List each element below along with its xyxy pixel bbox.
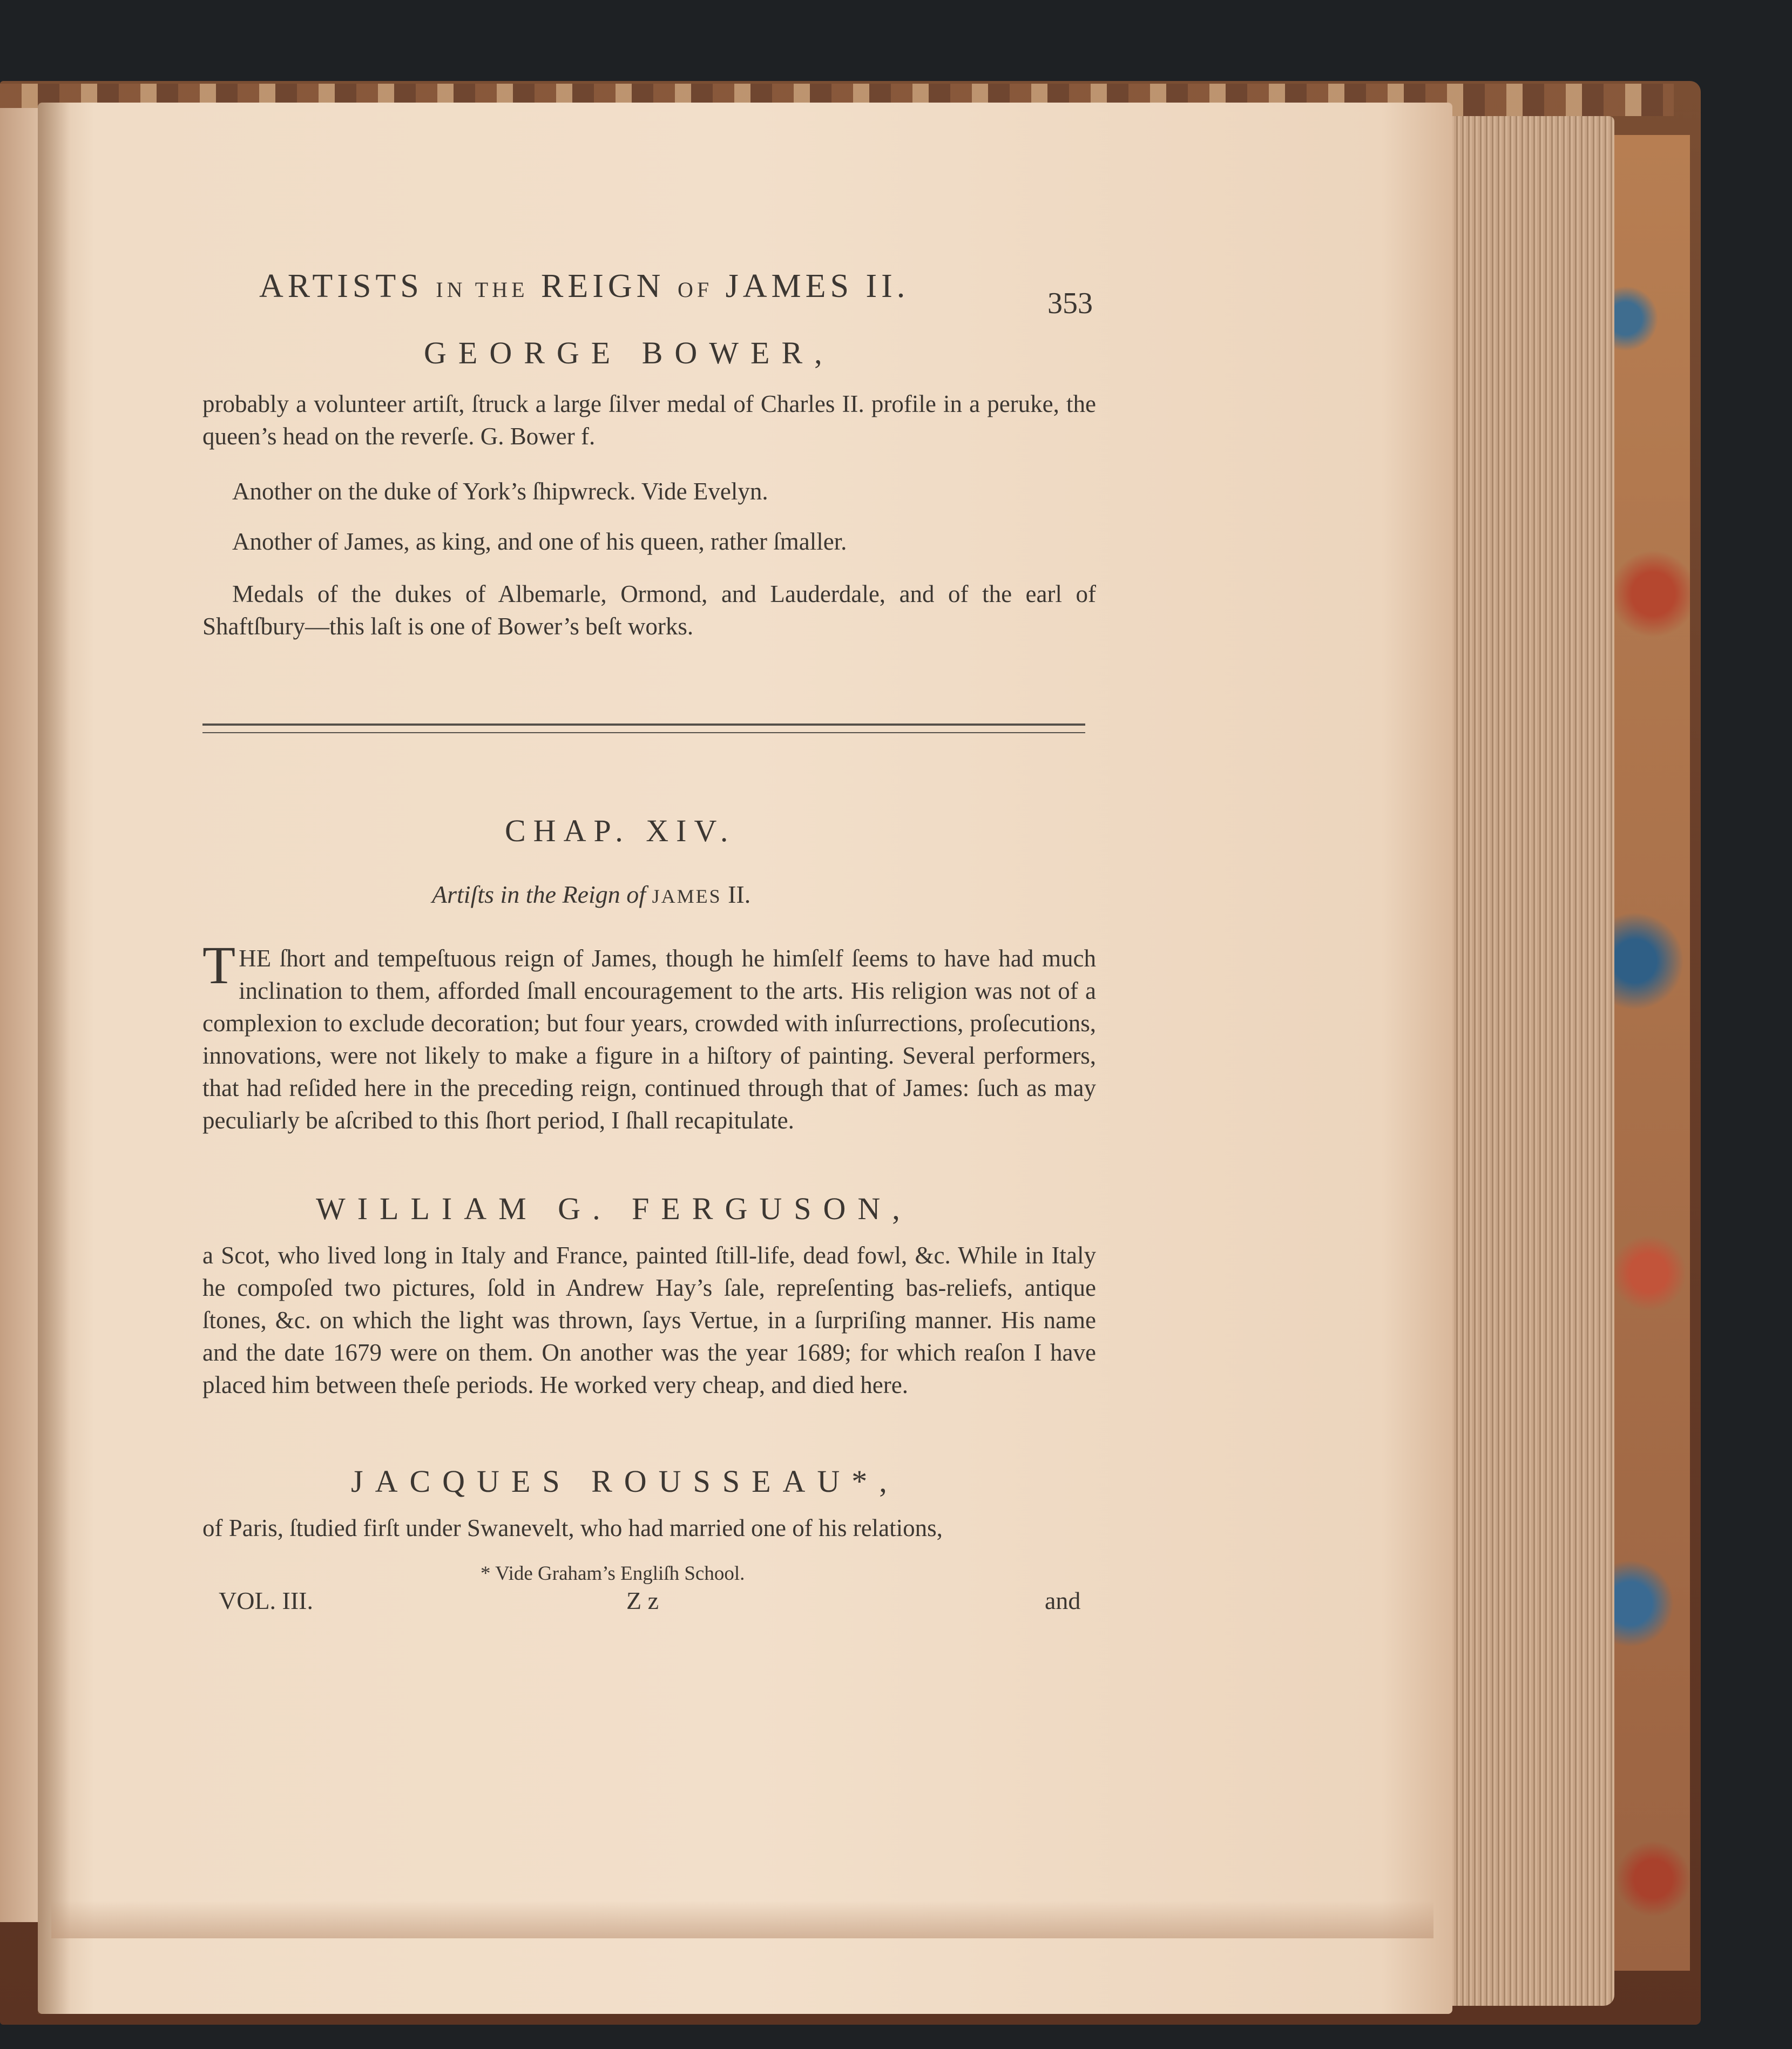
gutter-shadow xyxy=(38,103,70,2014)
page-number: 353 xyxy=(1047,287,1093,320)
heading-jacques-rousseau: JACQUES ROUSSEAU*, xyxy=(351,1464,899,1499)
chapter-title: CHAP. XIV. xyxy=(505,813,736,848)
bower-paragraph-2: Another of James, as king, and one of his queen, rather ſmaller. xyxy=(232,528,847,555)
drop-cap: T xyxy=(202,935,236,995)
chapter-opening-paragraph xyxy=(202,935,1096,1137)
running-head xyxy=(259,267,909,306)
catchword: and xyxy=(1045,1587,1081,1614)
page-edges xyxy=(1436,116,1614,2006)
volume-mark: VOL. III. xyxy=(219,1587,313,1614)
bower-paragraph-1: Another on the duke of York’s ſhipwreck. Vide Evelyn. xyxy=(232,478,768,505)
ferguson-paragraph: a Scot, who lived long in Italy and France, painted ſtill-life, dead fowl, &c. While in Italy he compoſed two pictures, ſold in Andrew Hay’s ſale, repreſenting bas-reliefs, antique ſtones, &c. on which the light was thrown, ſays Vertue, in a ſurpriſing manner. His name and the date 1679 were on them. On another was the year 1689; for which reaſon I have placed him between theſe periods. He worked very cheap, and died here. xyxy=(202,1242,1096,1398)
running-head-in-the: IN THE xyxy=(436,278,529,302)
running-head-artists: ARTISTS xyxy=(259,268,423,305)
chapter-subtitle-name: JAMES xyxy=(652,885,722,907)
rousseau-paragraph: of Paris, ſtudied firſt under Swanevelt, who had married one of his relations, xyxy=(202,1514,943,1541)
chapter-subtitle-italic: Artiſts in the Reign of xyxy=(432,881,646,908)
chapter-opening-text: HE ſhort and tempeſtuous reign of James, though he himſelf ſeems to have had much inclination to them, afforded ſmall encouragement to the arts. His religion was not of a complexion to exclude decoration; but four years, crowded with inſurrections, proſecutions, innovations, were not likely to make a figure in a hiſtory of painting. Several performers, that had reſided here in the preceding reign, continued through that of James: ſuch as may peculiarly be aſcribed to this ſhort period, I ſhall recapitulate. xyxy=(202,945,1096,1134)
heading-william-ferguson: WILLIAM G. FERGUSON, xyxy=(316,1191,912,1226)
running-head-of: OF xyxy=(677,278,713,302)
bower-paragraph-3: Medals of the dukes of Albemarle, Ormond, and Lauderdale, and of the earl of Shaftſbury—this laſt is one of Bower’s beſt works. xyxy=(202,580,1096,640)
footnote: * Vide Graham’s Engliſh School. xyxy=(481,1563,745,1585)
running-head-reign: REIGN xyxy=(541,268,665,305)
signature-mark: Z z xyxy=(626,1587,659,1614)
chapter-subtitle-num: II. xyxy=(728,881,751,908)
section-divider-rule xyxy=(202,723,1085,733)
chapter-subtitle xyxy=(432,880,750,909)
heading-george-bower: GEORGE BOWER, xyxy=(424,335,834,370)
page-bottom-edge xyxy=(51,1901,1433,1938)
running-head-james: JAMES II. xyxy=(725,268,910,305)
bower-intro: probably a volunteer artiſt, ſtruck a large ſilver medal of Charles II. profile in a peruke, the queen’s head on the reverſe. G. Bower f. xyxy=(202,390,1096,450)
